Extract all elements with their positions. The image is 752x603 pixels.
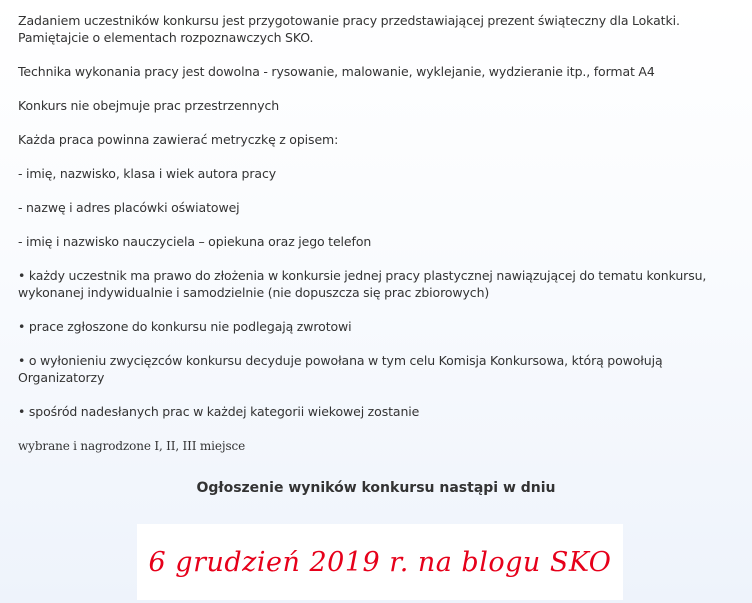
rule-jury-line-2: Organizatorzy	[18, 370, 105, 385]
rule-jury-line-1: • o wyłonieniu zwycięzców konkursu decyduje powołana w tym celu Komisja Konkursowa, którą powołują	[18, 353, 663, 368]
rule-selection: • spośród nadesłanych prac w każdej kategorii wiekowej zostanie	[18, 404, 420, 419]
paragraph-technique: Technika wykonania pracy jest dowolna - rysowanie, malowanie, wyklejanie, wydzieranie itp., format A4	[18, 64, 655, 79]
paragraph-no-3d: Konkurs nie obejmuje prac przestrzennych	[18, 98, 280, 113]
task-line-1: Zadaniem uczestników konkursu jest przygotowanie pracy przedstawiającej prezent świąteczny dla Lokatki.	[18, 13, 680, 28]
task-line-2: Pamiętajcie o elementach rozpoznawczych SKO.	[18, 30, 314, 45]
rule-no-return: • prace zgłoszone do konkursu nie podlegają zwrotowi	[18, 319, 352, 334]
rule-awards-text: wybrane i nagrodzone I, II, III miejsce	[18, 439, 246, 453]
rule-one-work-line-1: • każdy uczestnik ma prawo do złożenia w konkursie jednej pracy plastycznej nawiązującej do tematu konkursu,	[18, 268, 707, 283]
paragraph-task	[18, 12, 738, 46]
rule-jury	[18, 352, 738, 386]
results-announcement: Ogłoszenie wyników konkursu nastąpi w dniu	[196, 480, 556, 496]
date-banner	[137, 524, 623, 600]
date-banner-text: 6 grudzień 2019 r. na blogu SKO	[148, 546, 612, 578]
rule-one-work	[18, 267, 738, 301]
rule-awards	[18, 437, 738, 455]
rule-one-work-line-2: wykonanej indywidualnie i samodzielnie (nie dopuszcza się prac zbiorowych)	[18, 285, 490, 300]
metric-item-author: - imię, nazwisko, klasa i wiek autora pracy	[18, 166, 277, 181]
paragraph-metric-intro: Każda praca powinna zawierać metryczkę z opisem:	[18, 132, 339, 147]
metric-item-school: - nazwę i adres placówki oświatowej	[18, 200, 240, 215]
article-body	[18, 12, 738, 455]
metric-item-teacher: - imię i nazwisko nauczyciela – opiekuna oraz jego telefon	[18, 234, 372, 249]
